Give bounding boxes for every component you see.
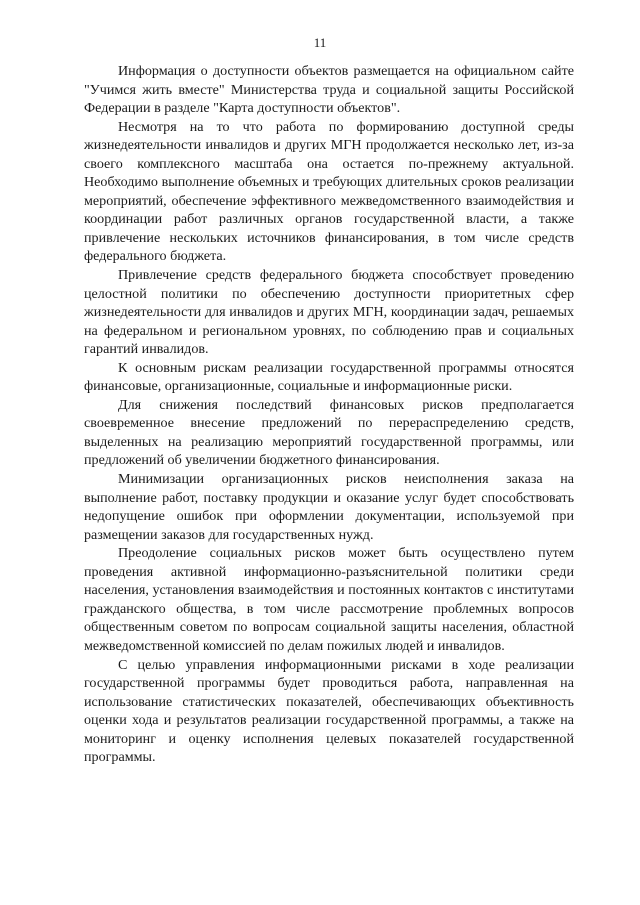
paragraph-environment-relevance: Несмотря на то что работа по формированию доступной среды жизнедеятельности инвалидов и других МГН продолжается несколько лет, из-за своего комплексного масштаба она остается по-прежнему актуальной. Необходимо выполнение объемных и требующих длительных сроков реализации мероприятий, обеспечение эффективного межведомственного взаимодействия и координации работ различных органов государственной власти, а также привлечение нескольких источников финансирования, в том числе средств федерального бюджета. — [84, 118, 574, 265]
paragraph-financial-risks: Для снижения последствий финансовых рисков предполагается своевременное внесение предложений по перераспределению средств, выделенных на реализацию мероприятий государственной программы, или предложений об увеличении бюджетного финансирования. — [84, 396, 574, 469]
paragraph-main-risks: К основным рискам реализации государственной программы относятся финансовые, организационные, социальные и информационные риски. — [84, 359, 574, 395]
paragraph-site-info: Информация о доступности объектов размещается на официальном сайте "Учимся жить вместе" Министерства труда и социальной защиты Российской Федерации в разделе "Карта доступности объектов". — [84, 63, 574, 117]
paragraph-organizational-risks: Минимизации организационных рисков неисполнения заказа на выполнение работ, поставку продукции и оказание услуг будет способствовать недопущение ошибок при оформлении документации, используемой при размещении заказов для государственных нужд. — [84, 471, 574, 543]
paragraph-information-risks: С целью управления информационными рисками в ходе реализации государственной программы будет проводиться работа, направленная на использование статистических показателей, обеспечивающих объективность оценки хода и результатов реализации государственной программы, а также на мониторинг и оценку исполнения целевых показателей государственной программы. — [84, 656, 574, 766]
page-number: 11 — [313, 35, 327, 50]
paragraph-social-risks: Преодоление социальных рисков может быть осуществлено путем проведения активной информационно-разъяснительной политики среди населения, установления взаимодействия и постоянных контактов с институтами гражданского общества, в том числе рассмотрение проблемных вопросов общественным советом по вопросам социальной защиты населения, областной межведомственной комиссией по делам пожилых людей и инвалидов. — [84, 545, 574, 654]
document-body — [84, 62, 574, 767]
paragraph-federal-budget: Привлечение средств федерального бюджета способствует проведению целостной политики по обеспечению доступности приоритетных сфер жизнедеятельности для инвалидов и других МГН, координации задач, решаемых на федеральном и региональном уровнях, по соблюдению прав и социальных гарантий инвалидов. — [84, 267, 574, 358]
